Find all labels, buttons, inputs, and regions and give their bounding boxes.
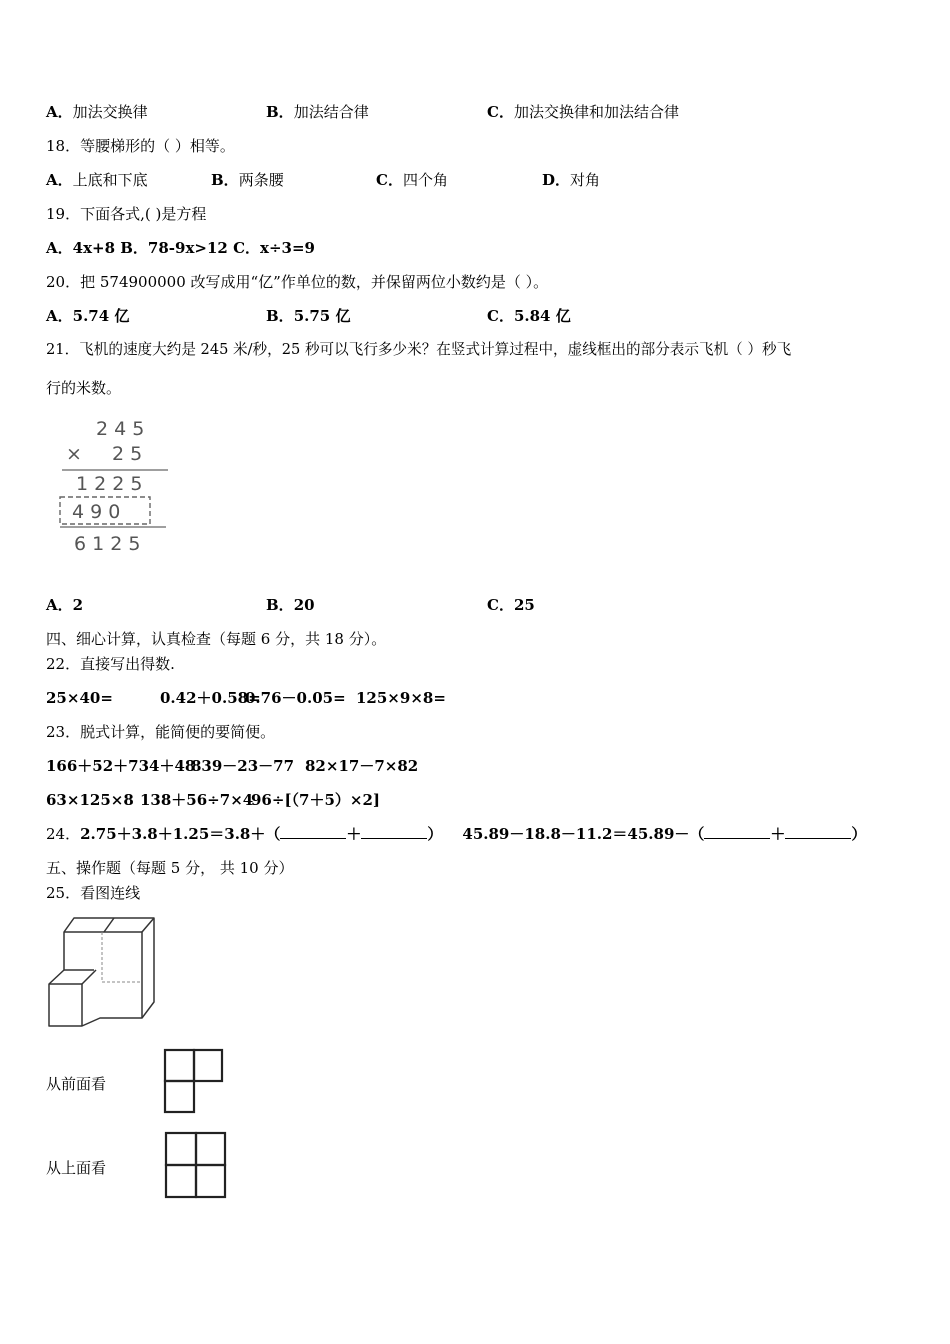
q25-label-front: 从前面看 [46,1075,107,1093]
q21-vertical-multiplication-figure [52,414,176,560]
q20-option-b[interactable] [266,306,350,326]
q24-part2-prefix: 45.89－18.8－11.2＝45.89－（ [462,825,705,843]
q22-item-4: 125×9×8= [356,689,446,707]
q20-option-a-letter: A． [46,307,73,325]
top-view-cell [166,1165,196,1197]
top-middle-edge [104,918,114,932]
front-view-cell [165,1050,194,1081]
q21-option-a[interactable] [46,595,83,615]
q25-front-view-figure[interactable] [163,1047,225,1115]
q20-option-c[interactable] [487,306,571,326]
cube-divider [82,970,96,984]
q17-option-c-text: 加法交换律和加法结合律 [513,103,679,121]
q20-stem: 20．把 574900000 改写成用“亿”作单位的数，并保留两位小数约是（ ）。 [46,273,549,291]
q21-option-c-text: 25 [513,596,535,614]
q21-option-b-letter: B． [266,596,294,614]
multiplicand: 2 4 5 [96,418,145,440]
q20-option-c-text: 5.84 亿 [513,307,571,325]
q18-option-b-text: 两条腰 [238,171,284,189]
q23-row2-item-1: 63×125×8 [46,791,134,809]
q24-part2-close: ） [851,825,867,843]
partial-product-1: 1 2 2 5 [76,473,143,495]
q22-item-3: 0.76－0.05= [245,689,346,707]
q25-stem: 25．看图连线 [46,884,141,902]
q22-item-1: 25×40= [46,689,113,707]
final-product: 6 1 2 5 [74,533,141,555]
q24-blank-3[interactable] [704,824,770,839]
top-view-cell [166,1133,196,1165]
q18-option-b[interactable] [211,170,284,190]
q22-stem: 22．直接写出得数. [46,655,175,673]
q25-top-view-figure[interactable] [164,1130,228,1200]
q18-option-b-letter: B． [211,171,239,189]
q21-option-b-text: 20 [293,596,315,614]
q18-option-a-text: 上底和下底 [72,171,148,189]
q19-options[interactable]: A．4x+8 B．78-9x>12 C．x÷3=9 [46,239,315,257]
q24-part1-plus: ＋ [346,825,362,843]
q17-option-b[interactable] [266,102,369,122]
q24-blank-1[interactable] [280,824,346,839]
q24-line [46,824,866,844]
q24-part1-close: ） [427,825,443,843]
q24-blank-4[interactable] [785,824,851,839]
times-sign: × [66,443,82,465]
q20-option-a-text: 5.74 亿 [72,307,130,325]
q17-option-a[interactable] [46,102,148,122]
q23-row2-item-3: 96÷[（7＋5）×2] [251,791,381,809]
q21-option-b[interactable] [266,595,315,615]
q22-item-2: 0.42＋0.58= [160,689,261,707]
partial-product-2: 4 9 0 [72,501,121,523]
q24-part1-prefix: 2.75＋3.8＋1.25＝3.8＋（ [80,825,281,843]
q18-option-d-letter: D． [542,171,571,189]
q18-option-c[interactable] [376,170,448,190]
q17-option-b-text: 加法结合律 [293,103,369,121]
q18-option-c-letter: C． [376,171,403,189]
q17-option-c-letter: C． [487,103,514,121]
q18-option-a[interactable] [46,170,148,190]
q21-option-a-letter: A． [46,596,73,614]
top-view-cell [196,1133,225,1165]
q23-stem: 23．脱式计算，能简便的要简便。 [46,723,276,741]
q17-option-a-text: 加法交换律 [72,103,148,121]
q25-label-top: 从上面看 [46,1159,107,1177]
q18-stem: 18．等腰梯形的（ ）相等。 [46,137,235,155]
q20-option-a[interactable] [46,306,129,326]
q17-option-c[interactable] [487,102,679,122]
section-5-title: 五、操作题（每题 5 分， 共 10 分） [46,859,294,877]
section-4-title: 四、细心计算，认真检查（每题 6 分，共 18 分）。 [46,630,387,648]
q21-option-c[interactable] [487,595,535,615]
q23-row1-item-2: 839－23－77 [191,757,295,775]
q18-option-a-letter: A． [46,171,73,189]
q23-row2-item-2: 138＋56÷7×4 [140,791,254,809]
multiplier: 2 5 [112,443,143,465]
q20-option-b-letter: B． [266,307,294,325]
q24-part2-plus: ＋ [770,825,786,843]
q24-number: 24． [46,825,81,843]
q17-option-a-letter: A． [46,103,73,121]
q21-option-c-letter: C． [487,596,514,614]
q17-option-b-letter: B． [266,103,294,121]
q21-stem-line1: 21．飞机的速度大约是 245 米/秒，25 秒可以飞行多少米？在竖式计算过程中，虚线框出的部分表示飞机（ ）秒飞 [46,341,792,358]
front-view-cell [194,1050,222,1081]
q21-stem-line2: 行的米数。 [46,379,122,397]
q25-cube-solid-figure [44,912,158,1032]
q18-option-c-text: 四个角 [402,171,448,189]
q19-stem: 19．下面各式,( )是方程 [46,205,207,223]
top-right-edge [142,918,154,932]
q24-blank-2[interactable] [361,824,427,839]
q18-option-d[interactable] [542,170,600,190]
q20-option-b-text: 5.75 亿 [293,307,351,325]
q23-row1-item-1: 166＋52＋734＋48 [46,757,196,775]
q21-option-a-text: 2 [72,596,84,614]
q20-option-c-letter: C． [487,307,514,325]
front-view-cell [165,1081,194,1112]
q18-option-d-text: 对角 [570,171,601,189]
top-view-cell [196,1165,225,1197]
q23-row1-item-3: 82×17－7×82 [305,757,419,775]
